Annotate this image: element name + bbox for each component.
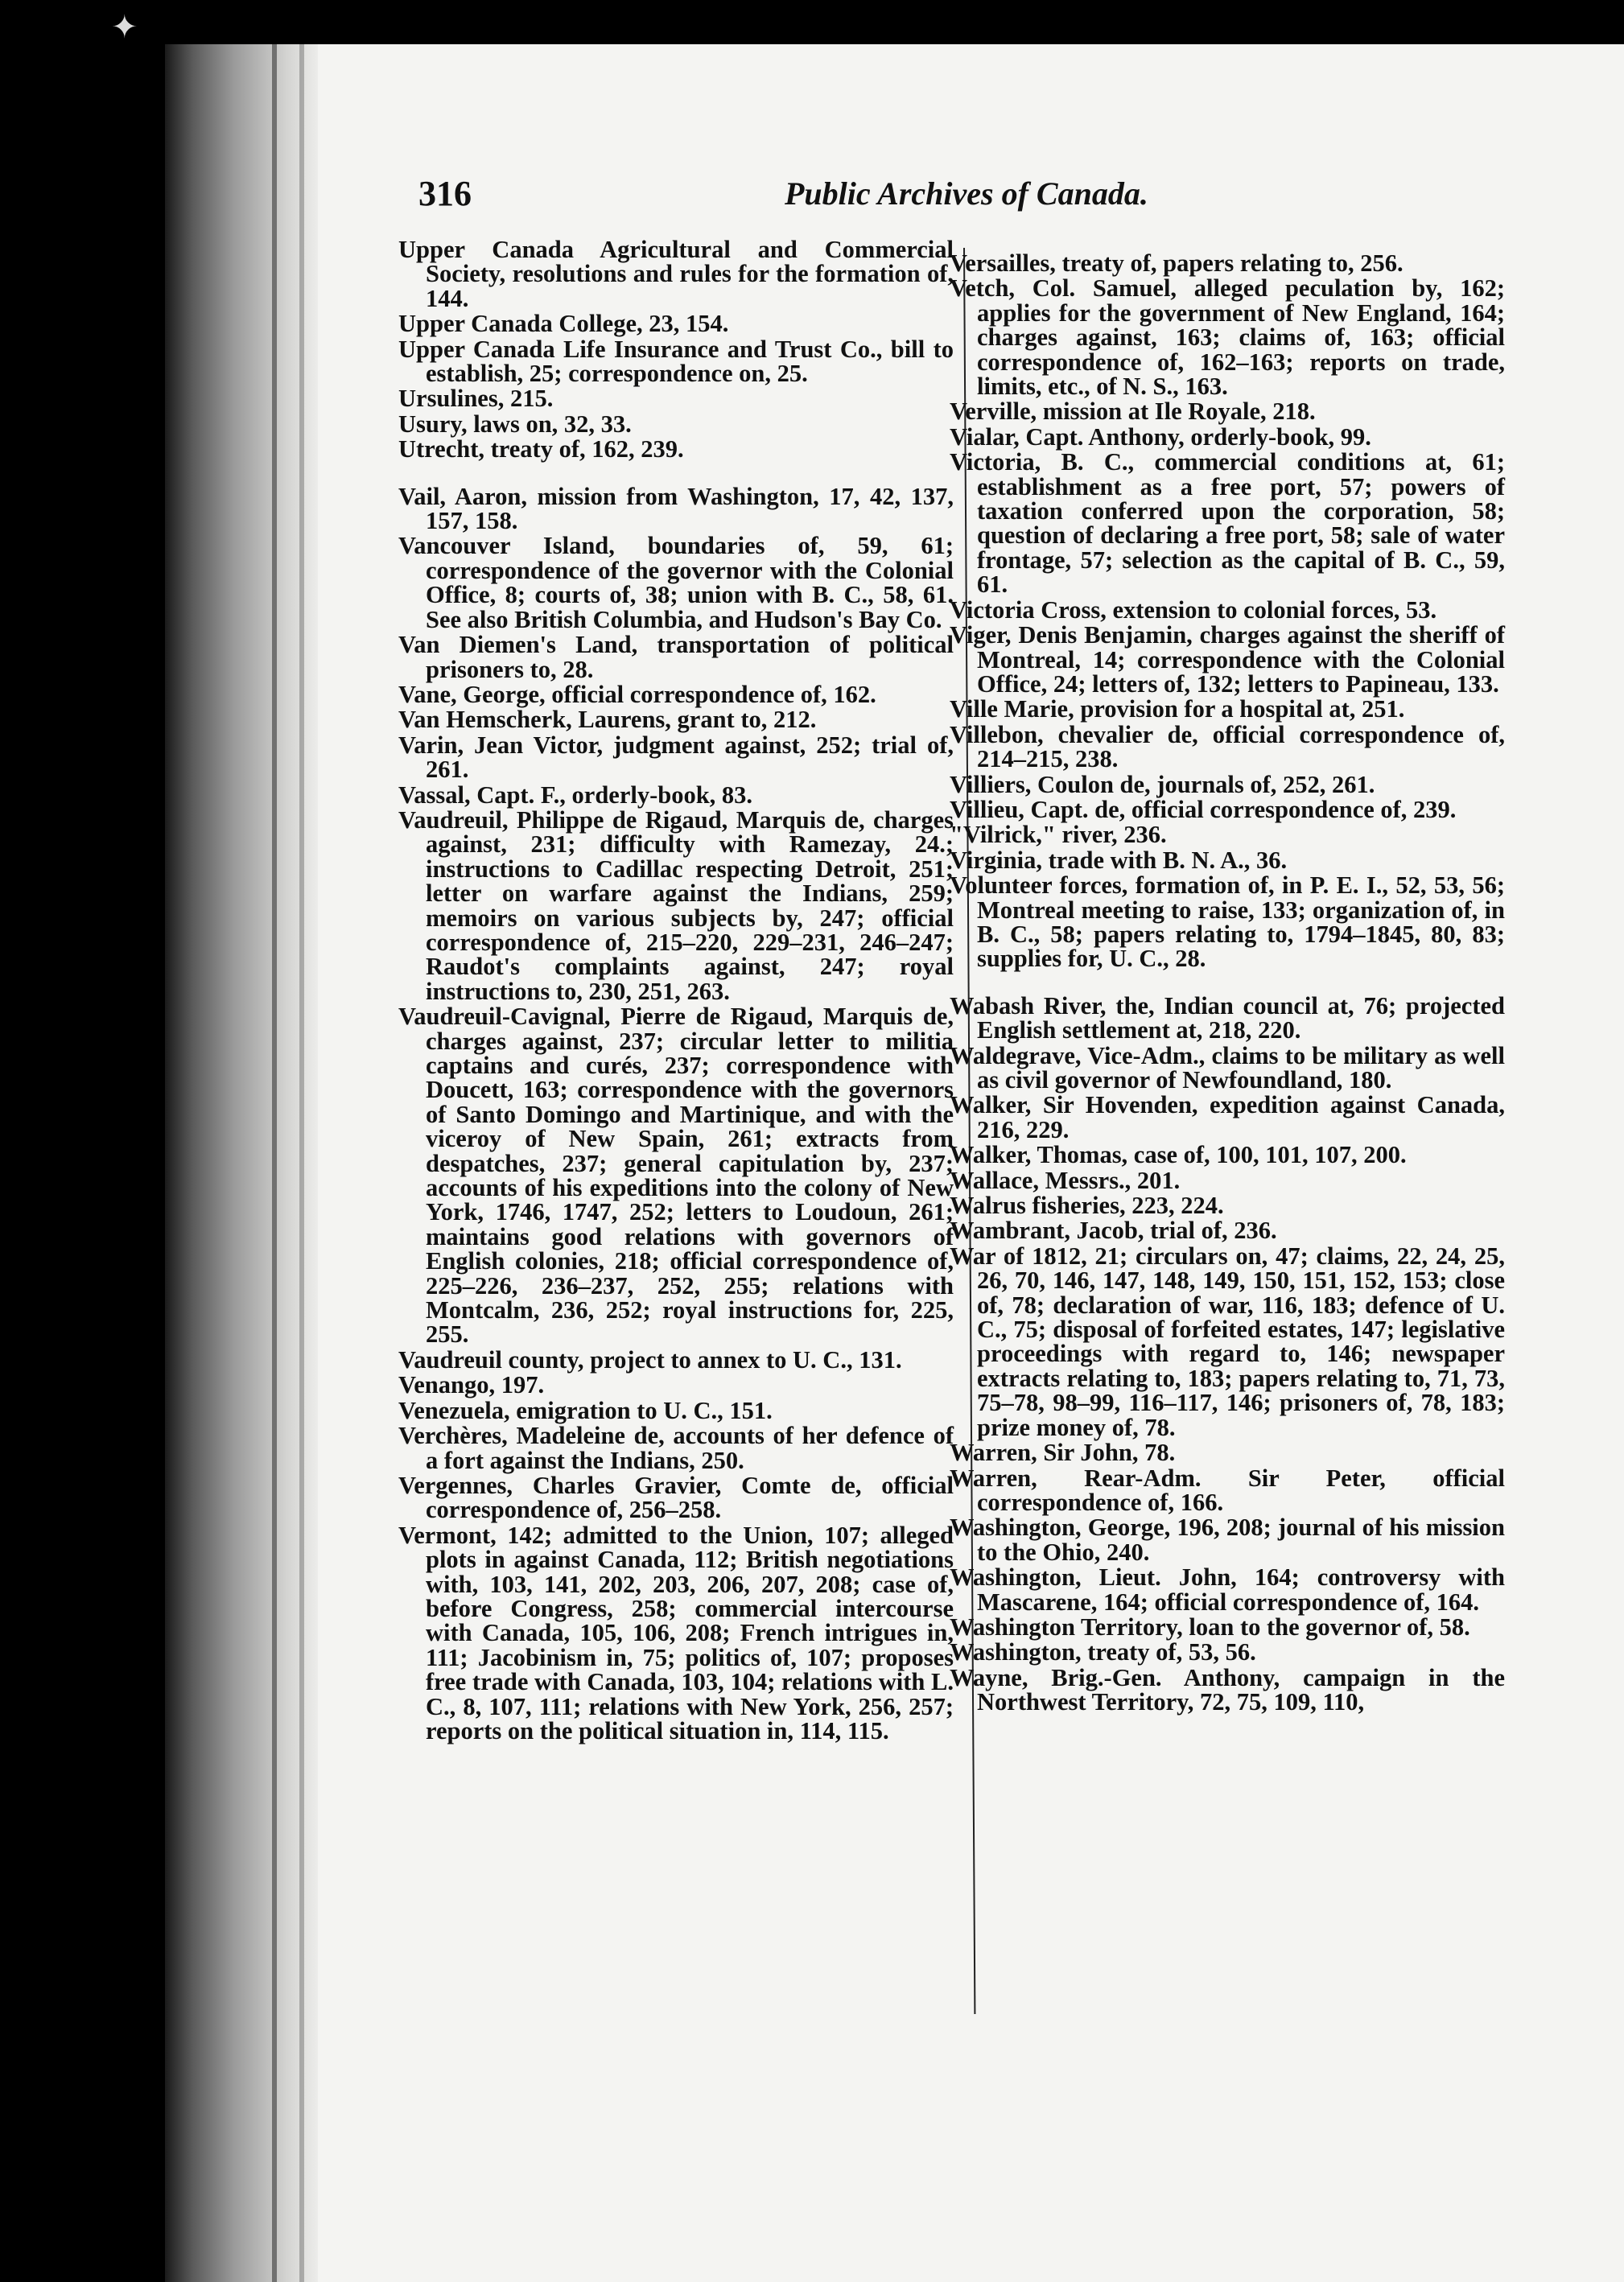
index-entry: Walrus fisheries, 223, 224. [950,1192,1224,1220]
index-entry: Wallace, Messrs., 201. [950,1166,1181,1194]
index-entry: Vergennes, Charles Gravier, Comte de, official correspondence of, 256–258. [398,1471,954,1524]
index-entry: Vaudreuil-Cavignal, Pierre de Rigaud, Marquis de, charges against, 237; circular letter to militia captains and curés, 237; correspondence with Doucett, 163; correspondence with the governors of Santo Domingo and Martinique, and with the viceroy of New Spain, 261; extracts from despatches, 237; general capitulation by, 237; accounts of his expeditions into the colony of New York, 1746, 1747, 252; letters to Loudoun, 261; maintains good relations with governors of English colonies, 218; official correspondence of, 225–226, 236–237, 252, 255; relations with Montcalm, 236, 252; royal instructions for, 225, 255. [398,1003,954,1349]
index-entry: Walker, Thomas, case of, 100, 101, 107, 200. [950,1141,1407,1169]
index-entry: Upper Canada Life Insurance and Trust Co., bill to establish, 25; correspondence on, 25. [398,335,954,388]
index-entry: Vaudreuil, Philippe de Rigaud, Marquis de, charges against, 231; difficulty with Ramezay, 24.; instructions to Cadillac respecting Detroit, 251; letter on warfare against the Indians, 259; memoirs on various subjects by, 247; official correspondence of, 215–220, 229–231, 246–247; Raudot's complaints against, 247; royal instructions to, 230, 251, 263. [398,805,954,1005]
index-entry: Vassal, Capt. F., orderly-book, 83. [398,781,753,809]
index-entry: Villiers, Coulon de, journals of, 252, 261. [950,770,1375,798]
index-column-right [950,251,1505,1715]
index-entry: Washington, Lieut. John, 164; controversy with Mascarene, 164; official correspondence of, 164. [950,1563,1505,1616]
index-entry: Ursulines, 215. [398,385,554,413]
index-entry: Utrecht, treaty of, 162, 239. [398,435,684,463]
index-entry: Verchères, Madeleine de, accounts of her defence of a fort against the Indians, 250. [398,1422,954,1474]
index-entry: Vancouver Island, boundaries of, 59, 61; correspondence of the governor with the Colonial Office, 8; courts of, 38; union with B. C., 58, 61. See also British Columbia, and Hudson's Bay Co. [398,532,954,633]
index-entry: Verville, mission at Ile Royale, 218. [950,397,1316,426]
letter-section-gap [950,971,1505,994]
index-entry: Volunteer forces, formation of, in P. E. I., 52, 53, 56; Montreal meeting to raise, 133; organization of, in B. C., 58; papers relating to, 1794–1845, 80, 83; supplies for, U. C., 28. [950,871,1505,973]
page-number: 316 [418,174,472,213]
index-entry: Wambrant, Jacob, trial of, 236. [950,1217,1277,1245]
index-entry: Victoria, B. C., commercial conditions at, 61; establishment as a free port, 57; powers of taxation conferred upon the corporation, 58; question of declaring a free port, 58; sale of water frontage, 57; selection as the capital of B. C., 59, 61. [950,448,1505,599]
index-entry: Viger, Denis Benjamin, charges against the sheriff of Montreal, 14; correspondence with the Colonial Office, 24; letters of, 132; letters to Papineau, 133. [950,621,1505,698]
index-entry: Warren, Sir John, 78. [950,1439,1176,1467]
index-entry: Wabash River, the, Indian council at, 76; projected English settlement at, 218, 220. [950,991,1505,1044]
index-entry: Versailles, treaty of, papers relating to, 256. [950,249,1403,277]
index-entry: Van Hemscherk, Laurens, grant to, 212. [398,706,817,734]
index-entry: Villebon, chevalier de, official correspondence of, 214–215, 238. [950,720,1505,773]
index-entry: Ville Marie, provision for a hospital at, 251. [950,695,1405,723]
index-entry: Van Diemen's Land, transportation of political prisoners to, 28. [398,631,954,683]
index-entry: Vermont, 142; admitted to the Union, 107; alleged plots in against Canada, 112; British negotiations with, 103, 141, 202, 203, 206, 207, 208; case of, before Congress, 258; commercial intercourse with Canada, 105, 106, 208; French intrigues in, 111; Jacobinism in, 75; politics of, 107; proposes free trade with Canada, 103, 104; relations with L. C., 8, 107, 111; relations with New York, 256, 257; reports on the political situation in, 114, 115. [398,1521,954,1744]
index-entry: Upper Canada Agricultural and Commercial Society, resolutions and rules for the formation of, 144. [398,236,954,312]
index-entry: Warren, Rear-Adm. Sir Peter, official correspondence of, 166. [950,1464,1505,1516]
binding-edge-line [299,44,304,2282]
index-entry: Vane, George, official correspondence of, 162. [398,680,876,708]
index-entry: Usury, laws on, 32, 33. [398,410,632,438]
index-entry: "Vilrick," river, 236. [950,821,1167,849]
index-entry: Washington, George, 196, 208; journal of his mission to the Ohio, 240. [950,1514,1505,1566]
index-entry: Walker, Sir Hovenden, expedition against Canada, 216, 229. [950,1091,1505,1143]
index-entry: Villieu, Capt. de, official correspondence of, 239. [950,795,1457,823]
index-entry: War of 1812, 21; circulars on, 47; claims, 22, 24, 25, 26, 70, 146, 147, 148, 149, 150, 151, 152, 153; close of, 78; declaration of war, 116, 183; defence of U. C., 75; disposal of forfeited estates, 147; legislative proceedings with regard to, 146; newspaper extracts relating to, 183; papers relating to, 71, 73, 75–78, 98–99, 116–117, 146; prisoners of, 78, 183; prize money of, 78. [950,1242,1505,1441]
index-entry: Vialar, Capt. Anthony, orderly-book, 99. [950,422,1371,451]
letter-section-gap [398,462,954,484]
scan-artifact: ✦ [111,9,138,45]
index-entry: Washington Territory, loan to the governor of, 58. [950,1613,1470,1641]
binding-edge-line [272,44,277,2282]
index-entry: Upper Canada College, 23, 154. [398,310,729,338]
index-entry: Victoria Cross, extension to colonial forces, 53. [950,595,1437,624]
index-entry: Waldegrave, Vice-Adm., claims to be military as well as civil governor of Newfoundland, 180. [950,1041,1505,1094]
index-entry: Varin, Jean Victor, judgment against, 252; trial of, 261. [398,731,954,784]
index-entry: Venezuela, emigration to U. C., 151. [398,1396,773,1424]
index-entry: Vetch, Col. Samuel, alleged peculation by, 162; applies for the government of New England, 164; charges against, 163; claims of, 163; official correspondence of, 162–163; reports on trade, limits, etc., of N. S., 163. [950,274,1505,401]
index-entry: Washington, treaty of, 53, 56. [950,1638,1256,1666]
page-header [418,173,1223,221]
index-column-left [398,237,954,1743]
index-entry: Venango, 197. [398,1371,545,1399]
running-title: Public Archives of Canada. [785,175,1148,212]
index-entry: Vaudreuil county, project to annex to U. C., 131. [398,1345,902,1374]
index-entry: Wayne, Brig.-Gen. Anthony, campaign in the Northwest Territory, 72, 75, 109, 110, [950,1663,1505,1716]
index-entry: Vail, Aaron, mission from Washington, 17, 42, 137, 157, 158. [398,482,954,535]
book-binding-shadow [165,44,318,2282]
index-entry: Virginia, trade with B. N. A., 36. [950,846,1288,874]
